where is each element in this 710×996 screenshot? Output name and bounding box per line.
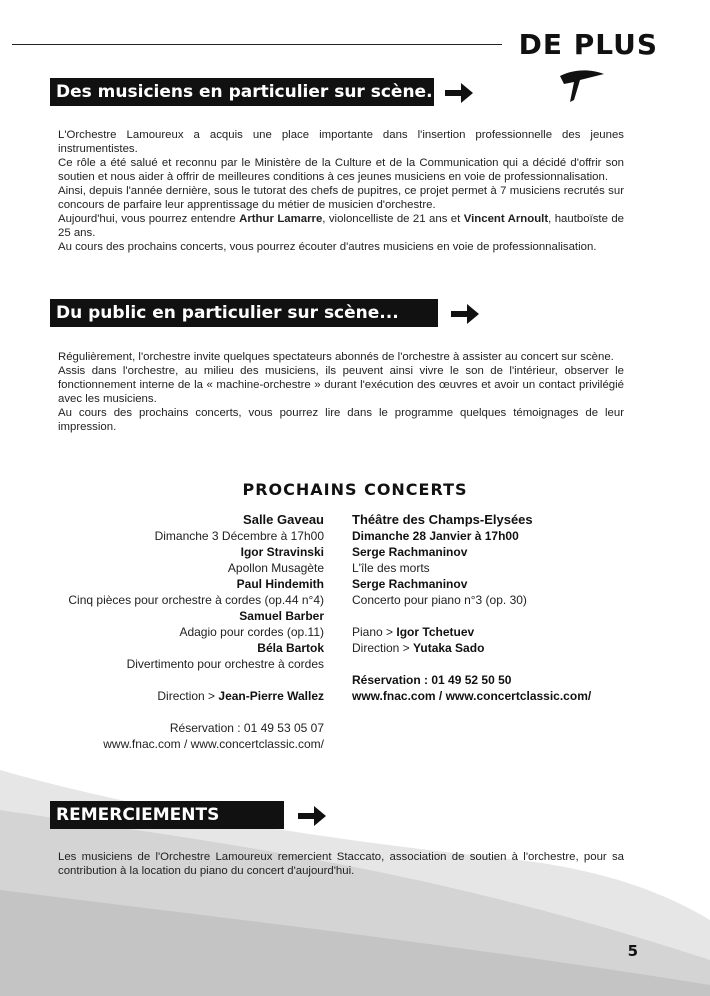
reservation-phone: Réservation : 01 49 53 05 07: [169, 721, 324, 735]
venue-name: Salle Gaveau: [243, 512, 324, 527]
direction-label: Direction >: [157, 689, 219, 703]
header-rule: [12, 44, 502, 45]
arrow-right-icon: [443, 80, 475, 106]
section-text-public: [58, 350, 624, 434]
direction-line: [68, 688, 324, 704]
direction-label: Direction >: [352, 641, 414, 655]
work: Apollon Musagète: [227, 561, 324, 575]
musician-name: Arthur Lamarre: [239, 213, 323, 225]
text-segment: Aujourd'hui, vous pourrez entendre: [58, 213, 240, 225]
spacer: [68, 672, 324, 688]
concert-champs-elysees: [352, 512, 591, 704]
bird-logo-icon: [558, 66, 606, 106]
composer: Paul Hindemith: [236, 577, 324, 591]
piano-line: [352, 624, 591, 640]
conductor-name: Jean-Pierre Wallez: [218, 689, 324, 703]
spacer: [68, 704, 324, 720]
paragraph: Assis dans l'orchestre, au milieu des musiciens, ils peuvent ainsi vivre le son de l'intérieur, observer le fonctionnement interne de la « machine-orchestre » durant l'exécution des œuvres et avoir un contact privilégié avec les musiciens.: [58, 365, 624, 405]
composer: Samuel Barber: [239, 609, 324, 623]
paragraph: Les musiciens de l'Orchestre Lamoureux remercient Staccato, association de soutien à l'orchestre, pour sa contribution à la location du piano du concert d'aujourd'hui.: [58, 851, 624, 877]
work: Adagio pour cordes (op.11): [179, 625, 324, 639]
venue-name: Théâtre des Champs-Elysées: [352, 512, 533, 527]
paragraph: Ainsi, depuis l'année dernière, sous le tutorat des chefs de pupitres, ce projet permet à 7 musiciens recrutés sur concours de parfaire leur apprentissage du métier de musicien d'orchestre.: [58, 185, 624, 211]
arrow-right-icon: [449, 301, 481, 327]
piano-label: Piano >: [352, 625, 397, 639]
section-banner-public: [50, 299, 438, 327]
section-title: REMERCIEMENTS: [56, 805, 220, 825]
reservation-phone: Réservation : 01 49 52 50 50: [352, 673, 512, 687]
section-title: Du public en particulier sur scène...: [56, 303, 399, 323]
page-section-title: DE PLUS: [518, 28, 658, 61]
musician-name: Vincent Arnoult: [463, 213, 549, 225]
paragraph: Au cours des prochains concerts, vous pourrez lire dans le programme quelques témoignages de leur impression.: [58, 407, 624, 433]
pianist-name: Igor Tchetuev: [396, 625, 475, 639]
work: L'île des morts: [352, 561, 430, 575]
reservation-web: www.fnac.com / www.concertclassic.com/: [352, 689, 592, 703]
concert-gaveau: [68, 512, 324, 752]
page-number: 5: [627, 942, 638, 960]
reservation-web: www.fnac.com / www.concertclassic.com/: [103, 737, 324, 751]
section-banner-musicians: [50, 78, 446, 106]
concerts-heading: PROCHAINS CONCERTS: [242, 480, 468, 499]
section-text-musicians: [58, 128, 624, 254]
paragraph: Régulièrement, l'orchestre invite quelques spectateurs abonnés de l'orchestre à assister au concert sur scène.: [58, 351, 614, 363]
conductor-name: Yutaka Sado: [413, 641, 485, 655]
section-banner-thanks: [50, 801, 284, 829]
paragraph: [58, 212, 624, 240]
composer: Serge Rachmaninov: [352, 577, 468, 591]
composer: Béla Bartok: [257, 641, 324, 655]
work: Cinq pièces pour orchestre à cordes (op.44 n°4): [68, 593, 324, 607]
paragraph: L'Orchestre Lamoureux a acquis une place importante dans l'insertion professionnelle des jeunes instrumentistes.: [58, 129, 624, 155]
section-text-thanks: [58, 850, 624, 878]
direction-line: [352, 640, 591, 656]
work: Divertimento pour orchestre à cordes: [126, 657, 324, 671]
concert-date: Dimanche 28 Janvier à 17h00: [352, 529, 519, 543]
arrow-right-icon: [296, 803, 328, 829]
composer: Serge Rachmaninov: [352, 545, 468, 559]
paragraph: Au cours des prochains concerts, vous pourrez écouter d'autres musiciens en voie de professionnalisation.: [58, 241, 597, 253]
work: Concerto pour piano n°3 (op. 30): [352, 593, 527, 607]
composer: Igor Stravinski: [240, 545, 324, 559]
spacer: [352, 656, 591, 672]
text-segment: , hautboïste de 25 ans.: [58, 213, 625, 239]
concert-date: Dimanche 3 Décembre à 17h00: [154, 529, 324, 543]
spacer: [352, 608, 591, 624]
paragraph: Ce rôle a été salué et reconnu par le Ministère de la Culture et de la Communication qui a décidé d'offrir son soutien et nous aider à offrir de meilleures conditions à ces jeunes musiciens en voie de professionnalisation.: [58, 157, 624, 183]
section-title: Des musiciens en particulier sur scène...: [56, 82, 446, 102]
text-segment: , violoncelliste de 21 ans et: [322, 213, 464, 225]
